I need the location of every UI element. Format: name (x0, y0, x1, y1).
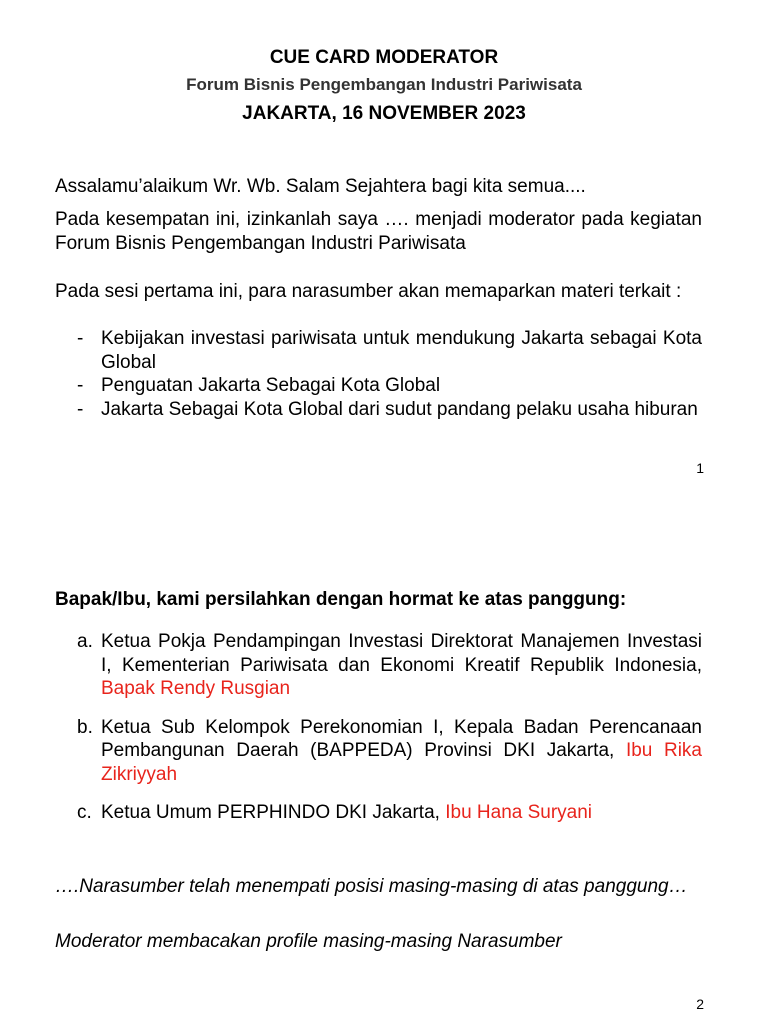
speaker-role: Ketua Umum PERPHINDO DKI Jakarta, (101, 802, 446, 823)
bullet-dash: - (77, 375, 84, 396)
page-subtitle: Forum Bisnis Pengembangan Industri Pariwisata (186, 75, 582, 94)
speaker-name: Bapak Rendy Rusgian (101, 678, 291, 699)
speaker-name: Ibu Hana Suryani (445, 802, 593, 823)
page-number-2: 2 (696, 996, 704, 1012)
list-item (55, 630, 702, 701)
list-marker: b. (77, 716, 93, 738)
list-item (55, 716, 702, 787)
session-intro-paragraph: Pada sesi pertama ini, para narasumber akan memaparkan materi terkait : (55, 281, 682, 302)
stage-note: ….Narasumber telah menempati posisi masing-masing di atas panggung… (55, 876, 688, 897)
greeting-text: Assalamu’alaikum Wr. Wb. Salam Sejahtera bagi kita semua.... (55, 176, 586, 197)
location-date: JAKARTA, 16 NOVEMBER 2023 (242, 103, 526, 124)
topic-list (55, 327, 702, 421)
topic-text: Jakarta Sebagai Kota Global dari sudut pandang pelaku usaha hiburan (101, 398, 698, 420)
list-marker: a. (77, 631, 93, 652)
page-number-1: 1 (696, 460, 704, 476)
list-marker: c. (77, 802, 92, 823)
page-title: CUE CARD MODERATOR (269, 47, 499, 68)
speaker-role: Ketua Sub Kelompok Perekonomian I, Kepala Badan Perencanaan Pembangunan Daerah (BAPPEDA) Provinsi DKI Jakarta, (101, 716, 702, 761)
speaker-list (55, 630, 702, 825)
invitation-heading: Bapak/Ibu, kami persilahkan dengan hormat ke atas panggung: (55, 589, 627, 610)
list-item (55, 801, 702, 825)
bullet-dash: - (77, 328, 84, 349)
bullet-dash: - (77, 398, 84, 420)
intro-paragraph: Pada kesempatan ini, izinkanlah saya …. menjadi moderator pada kegiatan Forum Bisnis Pengembangan Industri Pariwisata (55, 209, 702, 254)
topic-text: Penguatan Jakarta Sebagai Kota Global (101, 375, 441, 396)
moderator-note: Moderator membacakan profile masing-masing Narasumber (55, 931, 562, 952)
list-item (55, 374, 702, 398)
speaker-role: Ketua Pokja Pendampingan Investasi Direktorat Manajemen Investasi I, Kementerian Pariwisata dan Ekonomi Kreatif Republik Indonesia, (101, 631, 702, 676)
list-item (55, 398, 702, 422)
topic-text: Kebijakan investasi pariwisata untuk mendukung Jakarta sebagai Kota Global (101, 328, 702, 373)
speaker-name: Ibu Rika Zikriyyah (101, 740, 703, 785)
list-item (55, 327, 702, 374)
